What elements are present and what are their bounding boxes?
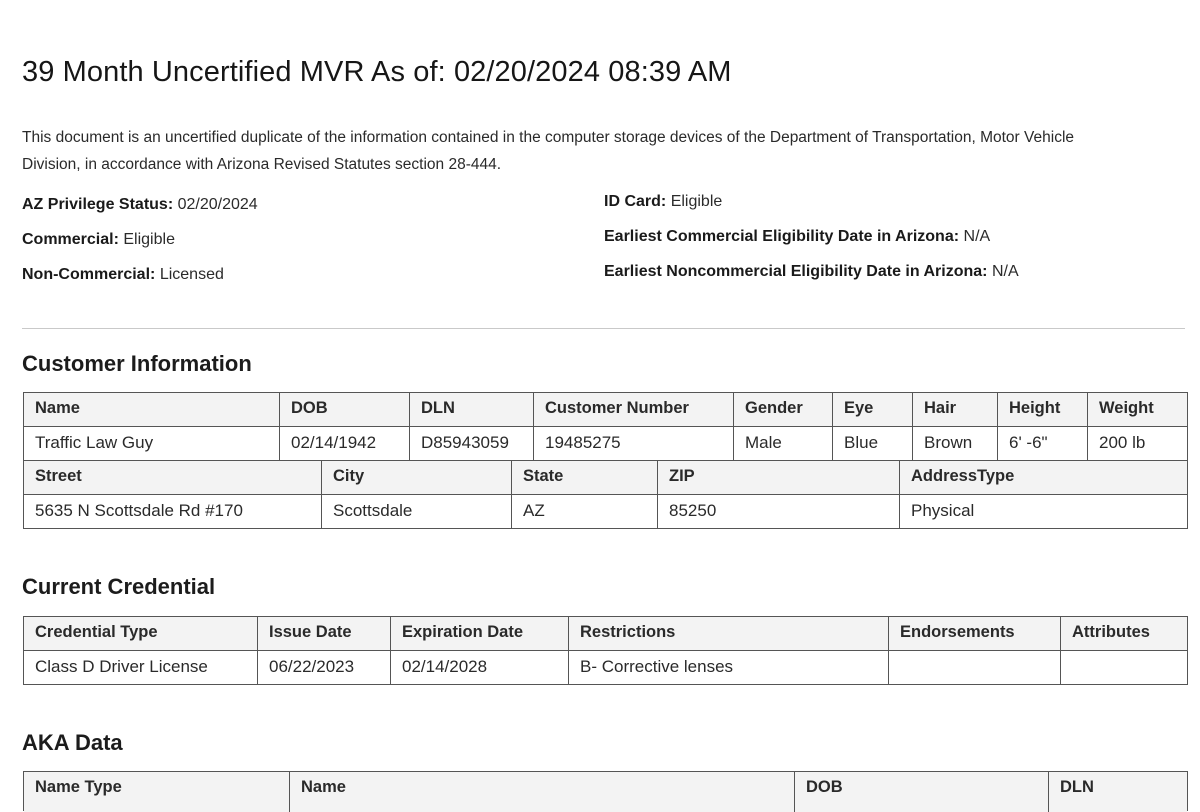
header-dob: DOB (280, 393, 410, 426)
earliest-noncommercial-value: N/A (991, 263, 1019, 280)
header-name-type: Name Type (24, 772, 290, 812)
value-endorsements (889, 651, 1061, 684)
earliest-commercial-value: N/A (963, 228, 991, 245)
commercial-value: Eligible (123, 231, 175, 248)
header-eye: Eye (833, 393, 913, 426)
header-weight: Weight (1088, 393, 1187, 426)
non-commercial-status (22, 266, 224, 284)
non-commercial-value: Licensed (159, 266, 224, 283)
az-privilege-value: 02/20/2024 (177, 196, 258, 213)
header-credential-type: Credential Type (24, 617, 258, 650)
earliest-commercial-eligibility (604, 228, 990, 246)
header-state: State (512, 461, 658, 494)
value-weight: 200 lb (1088, 427, 1187, 460)
customer-information-heading: Customer Information (22, 351, 252, 376)
value-expiration-date: 02/14/2028 (391, 651, 569, 684)
earliest-noncommercial-eligibility (604, 263, 1019, 281)
header-zip: ZIP (658, 461, 900, 494)
current-credential-table (23, 616, 1188, 685)
non-commercial-label: Non-Commercial: (22, 266, 156, 283)
header-dln: DLN (410, 393, 534, 426)
header-restrictions: Restrictions (569, 617, 889, 650)
value-zip: 85250 (658, 495, 900, 528)
value-city: Scottsdale (322, 495, 512, 528)
credential-header-row (24, 617, 1187, 651)
disclaimer-notice: This document is an uncertified duplicate of the information contained in the computer storage devices of the Department of Transportation, Motor Vehicle Division, in accordance with Arizona Revised Statutes section 28-444. (22, 129, 1075, 173)
id-card-status (604, 193, 722, 211)
customer-header-row-2 (24, 461, 1187, 495)
header-street: Street (24, 461, 322, 494)
header-address-type: AddressType (900, 461, 1187, 494)
header-issue-date: Issue Date (258, 617, 391, 650)
value-height: 6' -6" (998, 427, 1088, 460)
aka-data-heading: AKA Data (22, 730, 123, 755)
value-attributes (1061, 651, 1187, 684)
header-hair: Hair (913, 393, 998, 426)
az-privilege-label: AZ Privilege Status: (22, 196, 174, 213)
document-title: 39 Month Uncertified MVR As of: 02/20/2024 08:39 AM (22, 56, 732, 88)
header-gender: Gender (734, 393, 833, 426)
commercial-status (22, 231, 175, 249)
credential-value-row (24, 651, 1187, 684)
id-card-label: ID Card: (604, 193, 667, 210)
value-dln: D85943059 (410, 427, 534, 460)
earliest-commercial-label: Earliest Commercial Eligibility Date in Arizona: (604, 228, 960, 245)
header-name: Name (24, 393, 280, 426)
value-gender: Male (734, 427, 833, 460)
header-aka-dob: DOB (795, 772, 1049, 812)
id-card-value: Eligible (670, 193, 723, 210)
value-restrictions: B- Corrective lenses (569, 651, 889, 684)
header-aka-name: Name (290, 772, 795, 812)
value-hair: Brown (913, 427, 998, 460)
header-aka-dln: DLN (1049, 772, 1187, 812)
current-credential-heading: Current Credential (22, 574, 216, 599)
header-customer-number: Customer Number (534, 393, 734, 426)
aka-header-row (24, 772, 1187, 812)
header-endorsements: Endorsements (889, 617, 1061, 650)
value-eye: Blue (833, 427, 913, 460)
header-city: City (322, 461, 512, 494)
value-address-type: Physical (900, 495, 1187, 528)
value-credential-type: Class D Driver License (24, 651, 258, 684)
customer-header-row-1 (24, 393, 1187, 427)
earliest-noncommercial-label: Earliest Noncommercial Eligibility Date in Arizona: (604, 263, 988, 280)
header-expiration-date: Expiration Date (391, 617, 569, 650)
commercial-label: Commercial: (22, 231, 119, 248)
value-issue-date: 06/22/2023 (258, 651, 391, 684)
section-divider (22, 328, 1185, 329)
value-customer-number: 19485275 (534, 427, 734, 460)
customer-value-row-1 (24, 427, 1187, 461)
header-height: Height (998, 393, 1088, 426)
value-street: 5635 N Scottsdale Rd #170 (24, 495, 322, 528)
header-attributes: Attributes (1061, 617, 1187, 650)
customer-value-row-2 (24, 495, 1187, 528)
aka-data-table (23, 771, 1188, 811)
customer-information-table (23, 392, 1188, 529)
value-name: Traffic Law Guy (24, 427, 280, 460)
az-privilege-status (22, 196, 258, 214)
value-dob: 02/14/1942 (280, 427, 410, 460)
value-state: AZ (512, 495, 658, 528)
